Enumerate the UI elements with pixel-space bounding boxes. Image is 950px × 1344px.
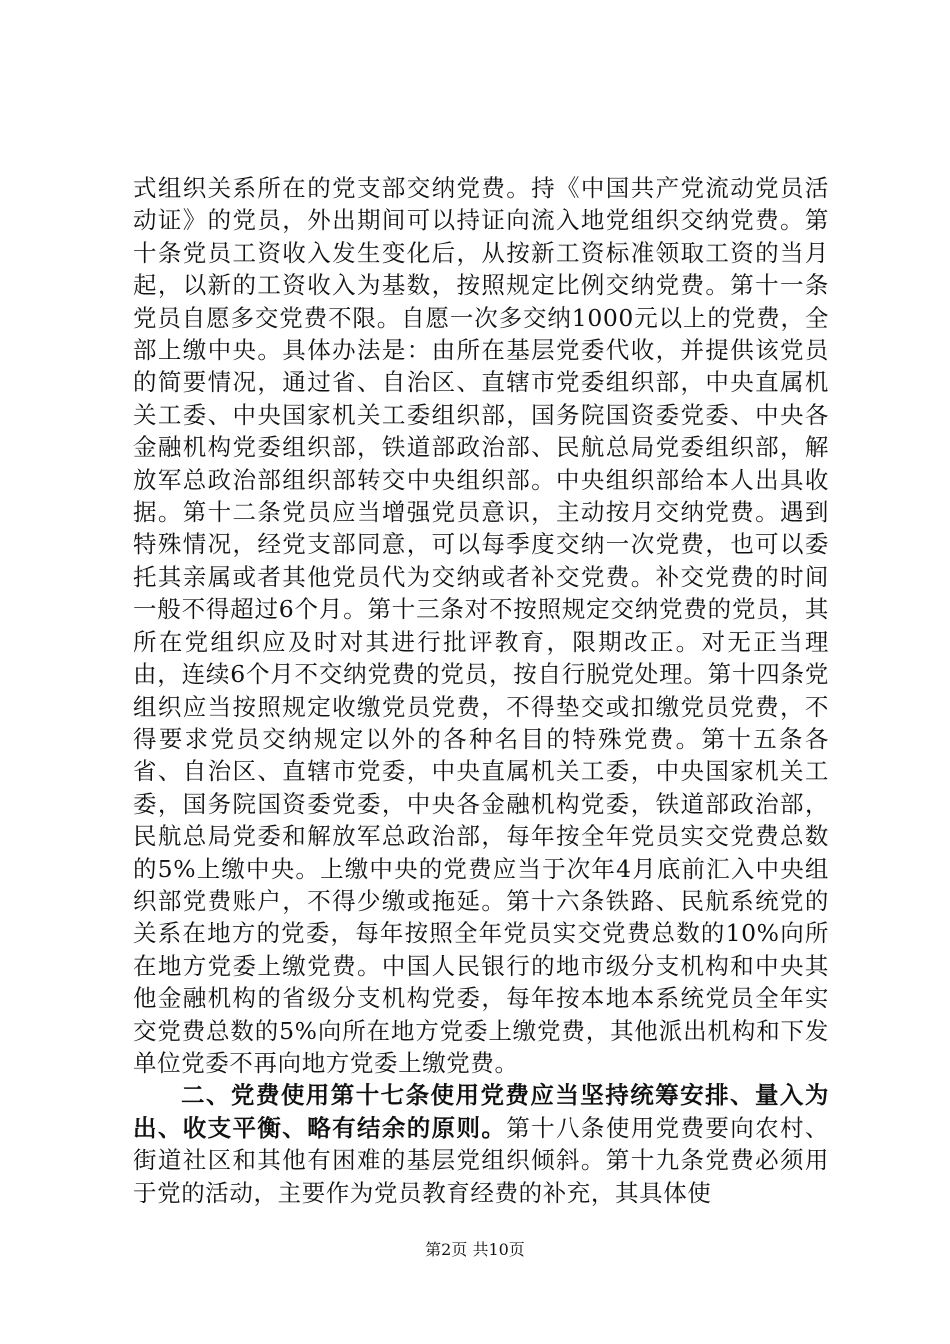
paragraph-party-dues-usage	[133, 1079, 829, 1209]
paragraph-dues-usage-text: 第十八条使用党费要向农村、街道社区和其他有困难的基层党组织倾斜。第十九条党费必须用于党的活动，主要作为党员教育经费的补充，其具体使	[133, 1113, 829, 1207]
document-body	[133, 172, 829, 1209]
page-number-footer: 第2页 共10页	[425, 1240, 525, 1259]
paragraph-party-dues-payment: 式组织关系所在的党支部交纳党费。持《中国共产党流动党员活动证》的党员，外出期间可以持证向流入地党组织交纳党费。第十条党员工资收入发生变化后，从按新工资标准领取工资的当月起，以新的工资收入为基数，按照规定比例交纳党费。第十一条党员自愿多交党费不限。自愿一次多交纳1000元以上的党费，全部上缴中央。具体办法是：由所在基层党委代收，并提供该党员的简要情况，通过省、自治区、直辖市党委组织部，中央直属机关工委、中央国家机关工委组织部，国务院国资委党委、中央各金融机构党委组织部，铁道部政治部、民航总局党委组织部，解放军总政治部组织部转交中央组织部。中央组织部给本人出具收据。第十二条党员应当增强党员意识，主动按月交纳党费。遇到特殊情况，经党支部同意，可以每季度交纳一次党费，也可以委托其亲属或者其他党员代为交纳或者补交党费。补交党费的时间一般不得超过6个月。第十三条对不按照规定交纳党费的党员，其所在党组织应及时对其进行批评教育，限期改正。对无正当理由，连续6个月不交纳党费的党员，按自行脱党处理。第十四条党组织应当按照规定收缴党员党费，不得垫交或扣缴党员党费，不得要求党员交纳规定以外的各种名目的特殊党费。第十五条各省、自治区、直辖市党委，中央直属机关工委，中央国家机关工委，国务院国资委党委，中央各金融机构党委，铁道部政治部，民航总局党委和解放军总政治部，每年按全年党员实交党费总数的5%上缴中央。上缴中央的党费应当于次年4月底前汇入中央组织部党费账户，不得少缴或拖延。第十六条铁路、民航系统党的关系在地方的党委，每年按照全年党员实交党费总数的10%向所在地方党委上缴党费。中国人民银行的地市级分支机构和中央其他金融机构的省级分支机构党委，每年按本地本系统党员全年实交党费总数的5%向所在地方党委上缴党费，其他派出机构和下发单位党委不再向地方党委上缴党费。	[133, 174, 829, 1077]
section-heading-dues-usage: 二、党费使用第十七条使用党费应当坚持统筹安排、量入为出、收支平衡、略有结余的原则。	[133, 1081, 829, 1142]
